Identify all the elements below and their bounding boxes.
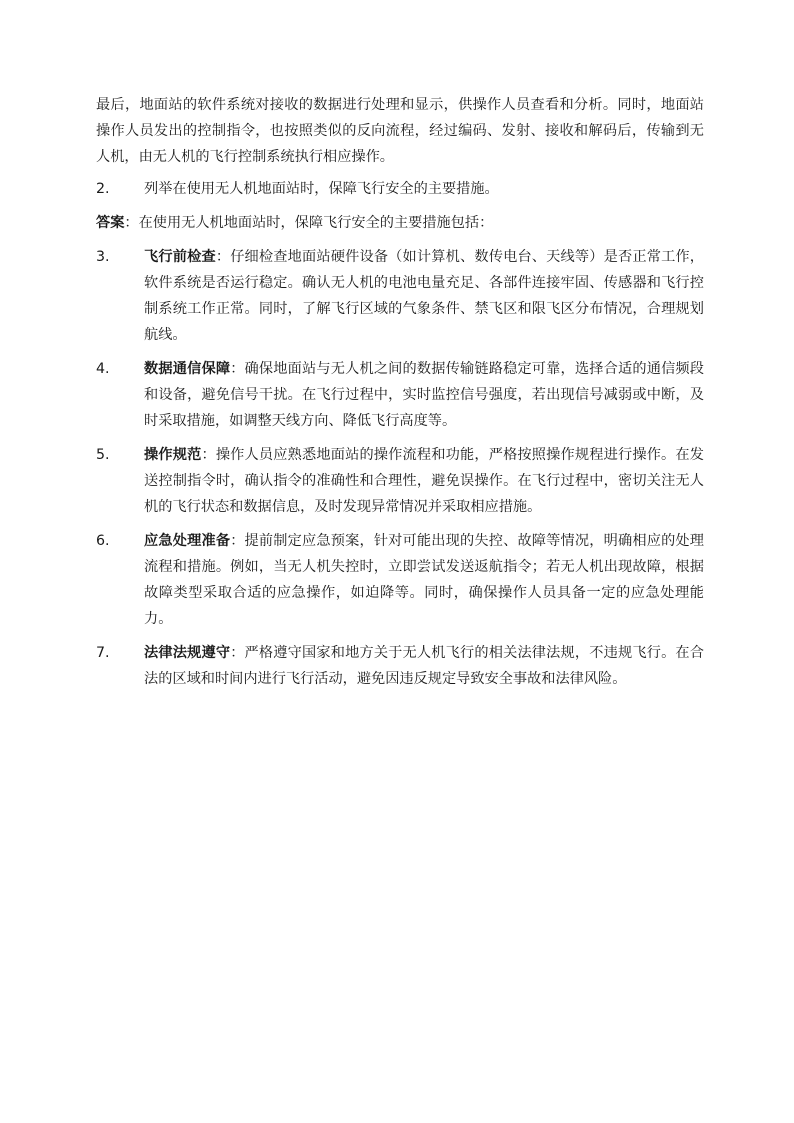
list-item-title: 飞行前检查 bbox=[144, 249, 216, 265]
list-item-number: 4. bbox=[96, 361, 110, 377]
list-item-title: 法律法规遵守 bbox=[144, 645, 231, 661]
question-text: 列举在使用无人机地面站时，保障飞行安全的主要措施。 bbox=[144, 181, 499, 197]
list-item-text: ：提前制定应急预案，针对可能出现的失控、故障等情况，明确相应的处理流程和措施。例如，当无人机失控时，立即尝试发送返航指令；若无人机出现故障，根据故障类型采取合适的应急操作，如迫降等。同时，确保操作人员具备一定的应急处理能力。 bbox=[144, 533, 704, 627]
list-item-title: 数据通信保障 bbox=[144, 361, 231, 377]
list-item-number: 7. bbox=[96, 645, 110, 661]
list-item-body bbox=[144, 528, 704, 632]
list-item-body bbox=[144, 442, 704, 520]
list-item bbox=[96, 528, 704, 632]
list-item-body bbox=[144, 244, 704, 348]
list-item-title: 操作规范 bbox=[144, 447, 202, 463]
document-page bbox=[96, 92, 704, 700]
list-item-number: 5. bbox=[96, 447, 110, 463]
list-item bbox=[96, 356, 704, 434]
question-item bbox=[96, 176, 704, 202]
answer-text: ：在使用无人机地面站时，保障飞行安全的主要措施包括： bbox=[124, 215, 494, 231]
list-item-body bbox=[144, 640, 704, 692]
list-item-text: ：确保地面站与无人机之间的数据传输链路稳定可靠，选择合适的通信频段和设备，避免信号干扰。在飞行过程中，实时监控信号强度，若出现信号减弱或中断，及时采取措施，如调整天线方向、降低飞行高度等。 bbox=[144, 361, 704, 429]
list-item-title: 应急处理准备 bbox=[144, 533, 231, 549]
answer-label: 答案 bbox=[96, 215, 125, 231]
question-number: 2. bbox=[96, 181, 110, 197]
list-item bbox=[96, 640, 704, 692]
intro-paragraph: 最后，地面站的软件系统对接收的数据进行处理和显示，供操作人员查看和分析。同时，地面站操作人员发出的控制指令，也按照类似的反向流程，经过编码、发射、接收和解码后，传输到无人机，由无人机的飞行控制系统执行相应操作。 bbox=[96, 97, 704, 165]
list-item-number: 3. bbox=[96, 249, 110, 265]
list-item-body bbox=[144, 356, 704, 434]
list-item-number: 6. bbox=[96, 533, 110, 549]
list-item-text: ：严格遵守国家和地方关于无人机飞行的相关法律法规，不违规飞行。在合法的区域和时间内进行飞行活动，避免因违反规定导致安全事故和法律风险。 bbox=[144, 645, 704, 687]
list-item bbox=[96, 442, 704, 520]
list-item-text: ：操作人员应熟悉地面站的操作流程和功能，严格按照操作规程进行操作。在发送控制指令时，确认指令的准确性和合理性，避免误操作。在飞行过程中，密切关注无人机的飞行状态和数据信息，及时发现异常情况并采取相应措施。 bbox=[144, 447, 704, 515]
answer-paragraph bbox=[96, 210, 704, 236]
list-item-text: ：仔细检查地面站硬件设备（如计算机、数传电台、天线等）是否正常工作，软件系统是否运行稳定。确认无人机的电池电量充足、各部件连接牢固、传感器和飞行控制系统工作正常。同时，了解飞行区域的气象条件、禁飞区和限飞区分布情况，合理规划航线。 bbox=[144, 249, 704, 343]
list-item bbox=[96, 244, 704, 348]
